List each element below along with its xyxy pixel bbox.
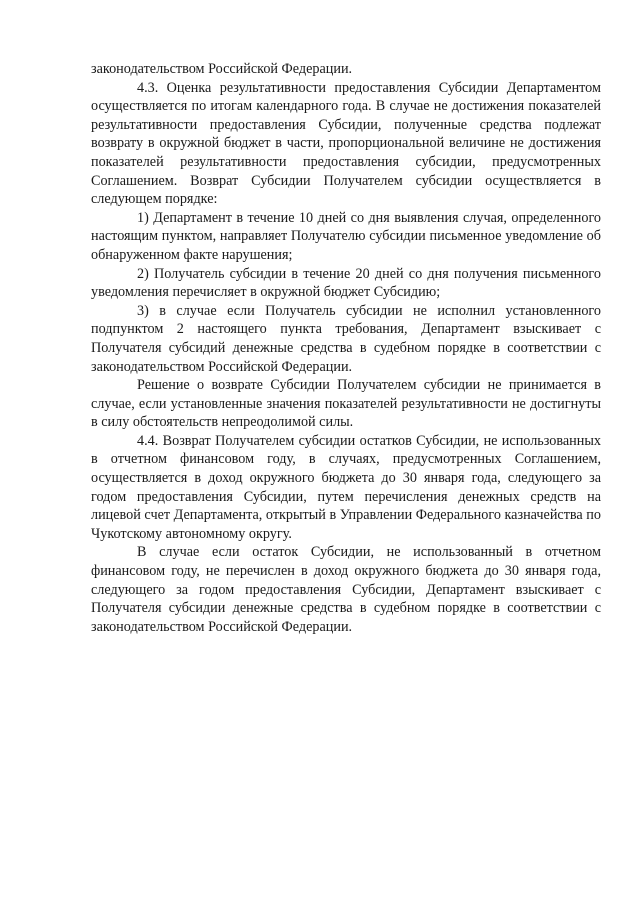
paragraph-4-4: 4.4. Возврат Получателем субсидии остатков Субсидии, не использованных в отчетном финансовом году, в случаях, предусмотренных Соглашением, осуществляется в доход окружного бюджета до 30 января года, следующего за годом предоставления Субсидии, путем перечисления денежных средств на лицевой счет Департамента, открытый в Управлении Федерального казначейства по Чукотскому автономному округу. <box>91 432 601 542</box>
paragraph-4-3: 4.3. Оценка результативности предоставления Субсидии Департаментом осуществляется по итогам календарного года. В случае не достижения показателей результативности предоставления Субсидии, полученные средства подлежат возврату в окружной бюджет в части, пропорциональной величине не достижения показателей результативности предоставления субсидии, предусмотренных Соглашением. Возврат Субсидии Получателем субсидии осуществляется в следующем порядке: <box>91 79 601 208</box>
paragraph-remainder: В случае если остаток Субсидии, не использованный в отчетном финансовом году, не перечислен в доход окружного бюджета до 30 января года, следующего за годом предоставления Субсидии, Департамент взыскивает с Получателя субсидии денежные средства в судебном порядке в соответствии с законодательством Российской Федерации. <box>91 544 601 635</box>
paragraph-item-1: 1) Департамент в течение 10 дней со дня выявления случая, определенного настоящим пунктом, направляет Получателю субсидии письменное уведомление об обнаруженном факте нарушения; <box>91 209 601 263</box>
paragraph-item-3: 3) в случае если Получатель субсидии не исполнил установленного подпунктом 2 настоящего пункта требования, Департамент взыскивает с Получателя субсидий денежные средства в судебном порядке в соответствии с законодательством Российской Федерации. <box>91 302 601 375</box>
document-page <box>91 60 601 636</box>
paragraph-continuation: законодательством Российской Федерации. <box>91 61 353 77</box>
paragraph-item-2: 2) Получатель субсидии в течение 20 дней со дня получения письменного уведомления перечисляет в окружной бюджет Субсидию; <box>91 265 601 301</box>
paragraph-decision: Решение о возврате Субсидии Получателем субсидии не принимается в случае, если установленные значения показателей результативности не достигнуты в силу обстоятельств непреодолимой силы. <box>91 377 601 431</box>
